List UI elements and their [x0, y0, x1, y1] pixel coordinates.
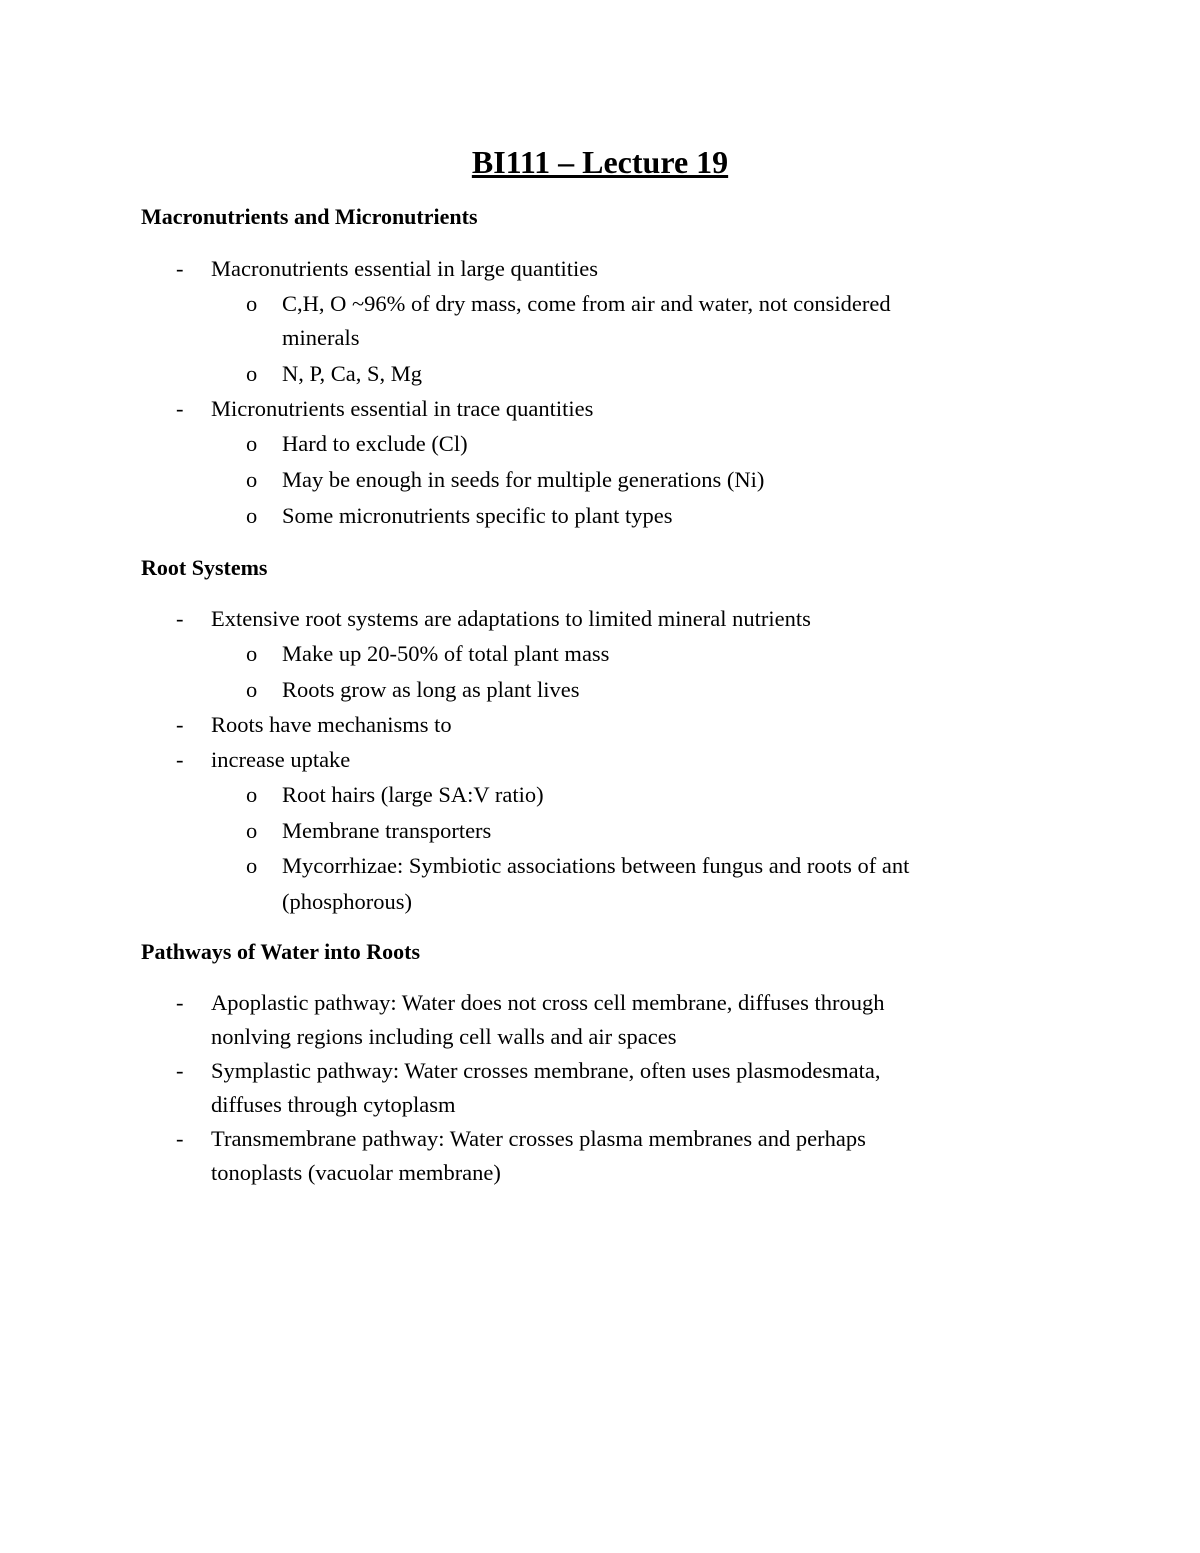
sub-list-item-text: Some micronutrients specific to plant types	[282, 503, 673, 528]
dash-bullet: -	[176, 747, 184, 772]
list-item-text: Roots have mechanisms to	[211, 712, 452, 737]
list-item-text: Symplastic pathway: Water crosses membrane, often uses plasmodesmata,	[211, 1058, 881, 1083]
sub-list-item-text: C,H, O ~96% of dry mass, come from air and water, not considered	[282, 291, 891, 316]
list-item-text: tonoplasts (vacuolar membrane)	[211, 1160, 501, 1185]
circle-bullet: o	[246, 361, 258, 386]
section-heading-root-systems: Root Systems	[141, 555, 268, 580]
sub-list-item-text: N, P, Ca, S, Mg	[282, 361, 423, 386]
dash-bullet: -	[176, 712, 184, 737]
sub-list-item-text: Hard to exclude (Cl)	[282, 431, 468, 456]
sub-list-item-text: Roots grow as long as plant lives	[282, 677, 580, 702]
dash-bullet: -	[176, 606, 184, 631]
circle-bullet: o	[246, 818, 258, 843]
document-title: BI111 – Lecture 19	[471, 144, 729, 180]
circle-bullet: o	[246, 467, 258, 492]
sub-list-item-text: (phosphorous)	[282, 889, 412, 914]
list-item-text: diffuses through cytoplasm	[211, 1092, 456, 1117]
list-item-text: increase uptake	[211, 747, 351, 772]
circle-bullet: o	[246, 431, 258, 456]
sub-list-item-text: Membrane transporters	[282, 818, 492, 843]
circle-bullet: o	[246, 853, 258, 878]
section-heading-macronutrients: Macronutrients and Micronutrients	[141, 204, 478, 229]
dash-bullet: -	[176, 396, 184, 421]
list-item-text: Micronutrients essential in trace quantities	[211, 396, 594, 421]
sub-list-item-text: minerals	[282, 325, 360, 350]
list-item-text: Macronutrients essential in large quantities	[211, 256, 598, 281]
dash-bullet: -	[176, 256, 184, 281]
list-item-text: Apoplastic pathway: Water does not cross cell membrane, diffuses through	[211, 990, 885, 1015]
list-item-text: Transmembrane pathway: Water crosses plasma membranes and perhaps	[211, 1126, 866, 1151]
list-item-text: nonlving regions including cell walls and air spaces	[211, 1024, 677, 1049]
section-heading-water-pathways: Pathways of Water into Roots	[141, 939, 421, 964]
circle-bullet: o	[246, 782, 258, 807]
circle-bullet: o	[246, 291, 258, 316]
dash-bullet: -	[176, 1126, 184, 1151]
circle-bullet: o	[246, 641, 258, 666]
sub-list-item-text: Make up 20-50% of total plant mass	[282, 641, 610, 666]
sub-list-item-text: May be enough in seeds for multiple generations (Ni)	[282, 467, 765, 492]
dash-bullet: -	[176, 1058, 184, 1083]
sub-list-item-text: Root hairs (large SA:V ratio)	[282, 782, 544, 807]
sub-list-item-text: Mycorrhizae: Symbiotic associations between fungus and roots of ant	[282, 853, 910, 878]
list-item-text: Extensive root systems are adaptations to limited mineral nutrients	[211, 606, 811, 631]
circle-bullet: o	[246, 677, 258, 702]
circle-bullet: o	[246, 503, 258, 528]
dash-bullet: -	[176, 990, 184, 1015]
